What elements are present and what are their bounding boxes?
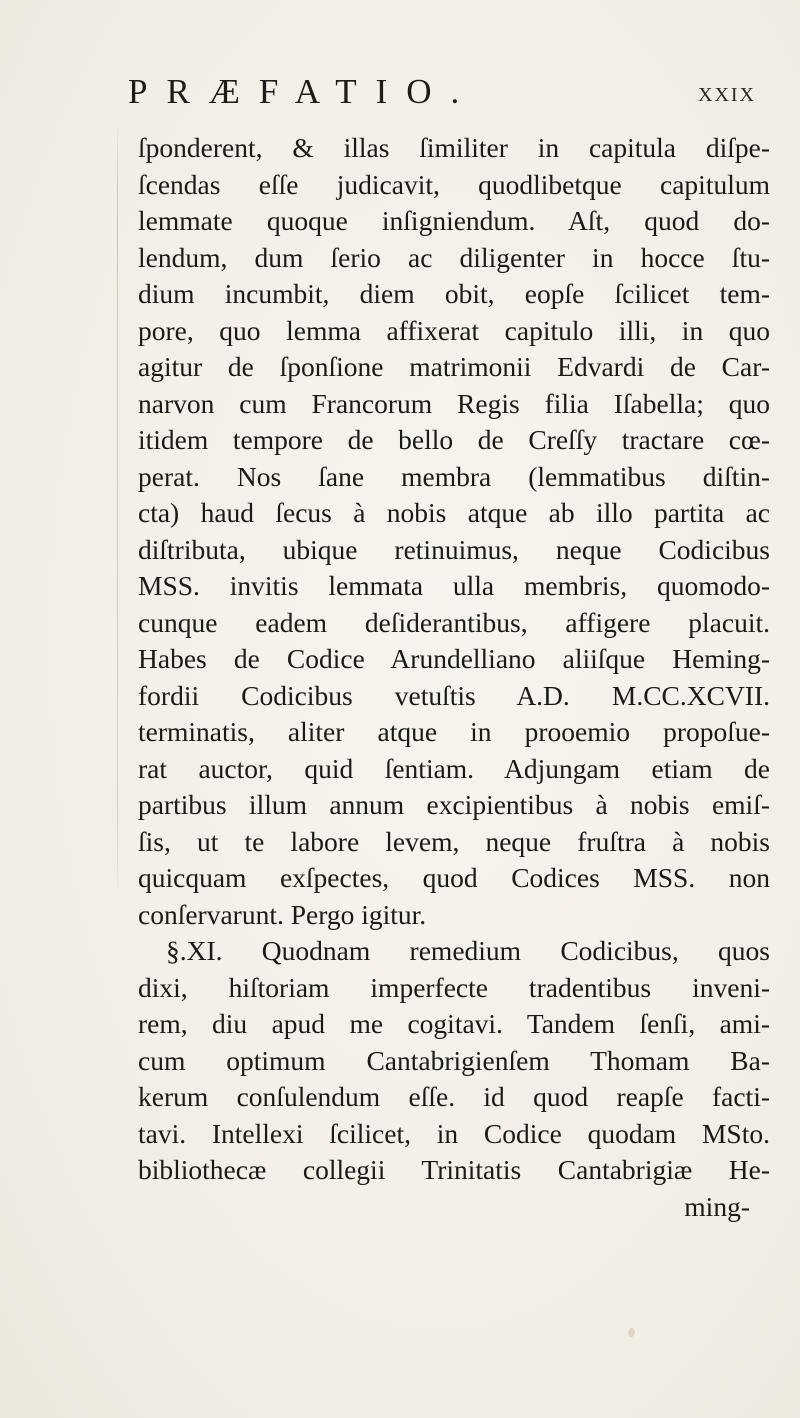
page-number: XXIX	[698, 84, 756, 106]
text-line: Habes de Codice Arundelliano aliiſque Heming-	[138, 643, 770, 674]
text-line: ſponderent, & illas ſimiliter in capitula diſpe-	[138, 132, 770, 163]
text-line: dixi, hiſtoriam imperfecte tradentibus inveni-	[138, 971, 770, 1003]
text-line: itidem tempore de bello de Creſſy tractare cœ-	[138, 424, 770, 455]
text-line: kerum conſulendum eſſe. id quod reapſe facti-	[138, 1081, 770, 1112]
text-line: diſtributa, ubique retinuimus, neque Codicibus	[138, 533, 770, 565]
catchword: ming-	[684, 1190, 750, 1222]
paper-stain	[628, 1328, 635, 1337]
text-line: narvon cum Francorum Regis filia Iſabella; quo	[138, 387, 770, 419]
text-line: dium incumbit, diem obit, eopſe ſcilicet tem-	[138, 278, 770, 309]
text-line: cunque eadem deſiderantibus, affigere placuit.	[138, 606, 770, 638]
text-line: partibus illum annum excipientibus à nobis emiſ-	[138, 789, 770, 820]
text-line: lemmate quoque inſigniendum. Aſt, quod do-	[138, 205, 770, 236]
text-line: MSS. invitis lemmata ulla membris, quomodo-	[138, 570, 770, 601]
text-line: cta) haud ſecus à nobis atque ab illo partita ac	[138, 497, 770, 528]
text-line: fordii Codicibus vetuſtis A.D. M.CC.XCVII.	[138, 679, 770, 711]
gutter-shadow	[117, 120, 118, 900]
text-line: bibliothecæ collegii Trinitatis Cantabrigiæ He-	[138, 1154, 770, 1185]
text-line: lendum, dum ſerio ac diligenter in hocce ſtu-	[138, 241, 770, 273]
text-line: agitur de ſponſione matrimonii Edvardi de Car-	[138, 351, 770, 382]
text-line: quicquam exſpectes, quod Codices MSS. non	[138, 862, 770, 893]
text-line: pore, quo lemma affixerat capitulo illi, in quo	[138, 314, 770, 346]
text-line: tavi. Intellexi ſcilicet, in Codice quodam MSto.	[138, 1117, 770, 1149]
body-text	[138, 130, 770, 1225]
running-title: PRÆFATIO.	[128, 72, 479, 111]
text-line: rat auctor, quid ſentiam. Adjungam etiam de	[138, 752, 770, 784]
section-start-line: §.XI. Quodnam remedium Codicibus, quos	[166, 935, 770, 966]
text-line: ſcendas eſſe judicavit, quodlibetque capitulum	[138, 168, 770, 200]
text-line: terminatis, aliter atque in prooemio propoſue-	[138, 716, 770, 747]
text-line: ſis, ut te labore levem, neque fruſtra à nobis	[138, 825, 770, 857]
page-header	[0, 72, 800, 112]
text-line: conſervarunt. Pergo igitur.	[138, 898, 427, 930]
text-line: perat. Nos ſane membra (lemmatibus diſtin-	[138, 460, 770, 492]
text-line: rem, diu apud me cogitavi. Tandem ſenſi, ami-	[138, 1008, 770, 1039]
text-line: cum optimum Cantabrigienſem Thomam Ba-	[138, 1044, 770, 1076]
